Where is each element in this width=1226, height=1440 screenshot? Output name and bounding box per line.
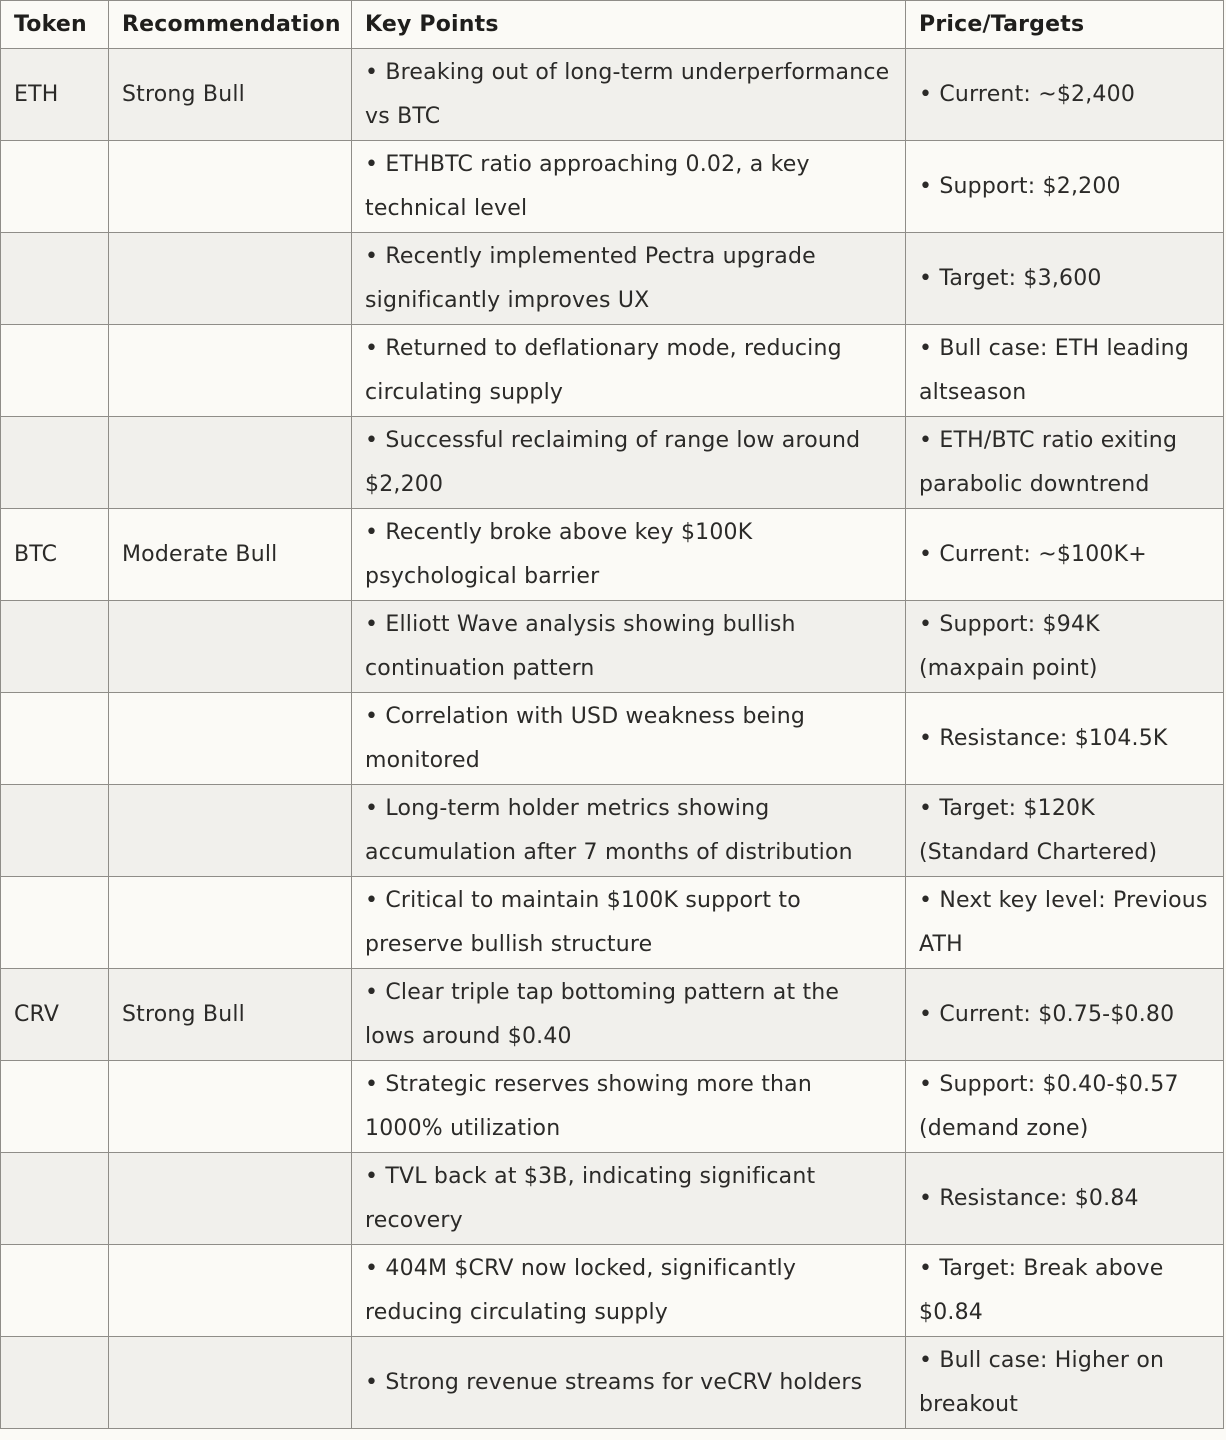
table-row [1,325,1224,417]
recommendation-cell [109,1337,352,1429]
token-cell [1,785,109,877]
recommendation-cell [109,693,352,785]
table-row [1,417,1224,509]
header-recommendation: Recommendation [109,1,352,49]
price-target-cell: • Target: Break above $0.84 [906,1245,1224,1337]
key-point-cell: • Recently broke above key $100K psychological barrier [352,509,906,601]
price-target-cell: • Current: ~$100K+ [906,509,1224,601]
recommendation-cell [109,601,352,693]
table-header-row [1,1,1224,49]
recommendation-cell [109,785,352,877]
price-target-cell: • Bull case: ETH leading altseason [906,325,1224,417]
price-target-cell: • Bull case: Higher on breakout [906,1337,1224,1429]
token-cell [1,601,109,693]
key-point-cell: • Elliott Wave analysis showing bullish continuation pattern [352,601,906,693]
key-point-cell: • Strategic reserves showing more than 1000% utilization [352,1061,906,1153]
key-point-cell: • Correlation with USD weakness being monitored [352,693,906,785]
table-row [1,509,1224,601]
token-cell [1,141,109,233]
token-cell [1,1245,109,1337]
key-point-cell: • Returned to deflationary mode, reducing circulating supply [352,325,906,417]
recommendation-cell: Strong Bull [109,969,352,1061]
price-target-cell: • Resistance: $0.84 [906,1153,1224,1245]
key-point-cell: • Successful reclaiming of range low around $2,200 [352,417,906,509]
table-row [1,693,1224,785]
table-row [1,1245,1224,1337]
key-point-cell: • 404M $CRV now locked, significantly reducing circulating supply [352,1245,906,1337]
key-point-cell: • Breaking out of long-term underperformance vs BTC [352,49,906,141]
table-row [1,1061,1224,1153]
token-cell: ETH [1,49,109,141]
price-target-cell: • Support: $0.40-$0.57 (demand zone) [906,1061,1224,1153]
token-cell: BTC [1,509,109,601]
key-point-cell: • ETHBTC ratio approaching 0.02, a key technical level [352,141,906,233]
header-price-targets: Price/Targets [906,1,1224,49]
table-row [1,1337,1224,1429]
token-cell [1,877,109,969]
recommendation-cell [109,1061,352,1153]
table-row [1,1153,1224,1245]
price-target-cell: • Current: $0.75-$0.80 [906,969,1224,1061]
recommendation-cell: Strong Bull [109,49,352,141]
price-target-cell: • Resistance: $104.5K [906,693,1224,785]
header-token: Token [1,1,109,49]
price-target-cell: • Target: $3,600 [906,233,1224,325]
token-cell [1,233,109,325]
token-cell [1,1061,109,1153]
recommendation-cell [109,141,352,233]
header-key-points: Key Points [352,1,906,49]
price-target-cell: • Support: $94K (maxpain point) [906,601,1224,693]
key-point-cell: • TVL back at $3B, indicating significant recovery [352,1153,906,1245]
table-row [1,601,1224,693]
recommendation-cell [109,325,352,417]
table-row [1,233,1224,325]
price-target-cell: • Target: $120K (Standard Chartered) [906,785,1224,877]
key-point-cell: • Recently implemented Pectra upgrade significantly improves UX [352,233,906,325]
recommendation-cell [109,1153,352,1245]
table-body [1,49,1224,1429]
token-cell [1,1153,109,1245]
key-point-cell: • Long-term holder metrics showing accumulation after 7 months of distribution [352,785,906,877]
token-cell: CRV [1,969,109,1061]
key-point-cell: • Strong revenue streams for veCRV holders [352,1337,906,1429]
recommendation-cell [109,417,352,509]
token-cell [1,417,109,509]
price-target-cell: • ETH/BTC ratio exiting parabolic downtrend [906,417,1224,509]
table-row [1,141,1224,233]
price-target-cell: • Support: $2,200 [906,141,1224,233]
table-row [1,969,1224,1061]
token-cell [1,325,109,417]
recommendation-cell: Moderate Bull [109,509,352,601]
price-target-cell: • Next key level: Previous ATH [906,877,1224,969]
key-point-cell: • Clear triple tap bottoming pattern at the lows around $0.40 [352,969,906,1061]
recommendation-cell [109,1245,352,1337]
key-point-cell: • Critical to maintain $100K support to preserve bullish structure [352,877,906,969]
table-row [1,785,1224,877]
table-row [1,877,1224,969]
recommendation-cell [109,233,352,325]
token-cell [1,1337,109,1429]
recommendation-cell [109,877,352,969]
price-target-cell: • Current: ~$2,400 [906,49,1224,141]
table-row [1,49,1224,141]
token-cell [1,693,109,785]
